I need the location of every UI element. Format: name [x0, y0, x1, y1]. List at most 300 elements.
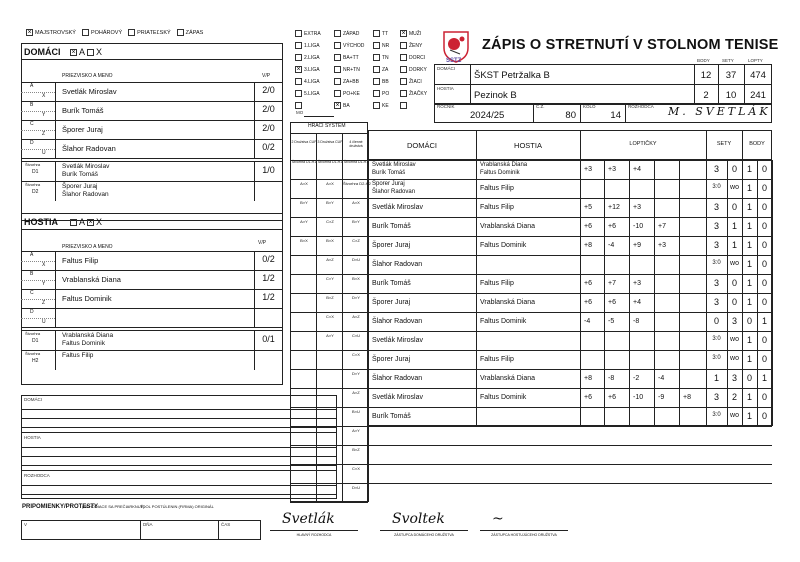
hostia-ax-options [70, 217, 102, 227]
match-away-player[interactable]: Vrablanská Diana [480, 299, 535, 306]
league-label: KE [382, 102, 389, 109]
competition-checkbox[interactable] [82, 29, 89, 36]
match-away-player[interactable]: Faltus Dominik [480, 242, 527, 249]
hostia-doubles-line [21, 350, 283, 351]
system-head-0: 2 Družstva CUP [291, 140, 317, 144]
league-option[interactable] [295, 42, 320, 49]
domaci-col-vp: V/P [262, 73, 271, 79]
match-body-away: 0 [761, 297, 767, 307]
notes-line [21, 418, 337, 419]
competition-type-3[interactable] [177, 29, 204, 36]
match-col-line [772, 388, 773, 407]
match-sets-home: 1 [713, 373, 719, 383]
match-sets-home: 3 [713, 392, 719, 402]
signature-label-0: HLAVNÝ ROZHODCA [296, 533, 332, 537]
hostia-player-vp: 1/2 [262, 273, 275, 283]
competition-checkbox[interactable]: × [27, 29, 32, 36]
league-label: ZA [382, 66, 389, 73]
match-system-code: A×X [300, 181, 308, 186]
hostia-code-sep [55, 350, 56, 370]
match-body-home: 1 [746, 392, 752, 402]
match-home-player[interactable]: Šporer Juraj [372, 242, 411, 249]
league-checkbox[interactable]: × [335, 102, 340, 109]
notes-rozhodca-label: ROZHODCA [24, 473, 50, 478]
league-checkbox[interactable] [334, 54, 341, 61]
match-col-line [772, 198, 773, 217]
league-option[interactable] [400, 42, 422, 49]
league-option[interactable] [295, 90, 320, 97]
league-checkbox[interactable] [373, 42, 380, 49]
system-sub-0: Štvorhra D1-H1 [291, 160, 317, 164]
league-checkbox[interactable] [373, 90, 380, 97]
domaci-a-label: A [79, 47, 85, 57]
league-option[interactable] [373, 30, 388, 37]
match-sets-away: wo [730, 260, 739, 267]
match-away-player[interactable]: Faltus Filip [480, 185, 514, 192]
league-checkbox[interactable] [373, 78, 380, 85]
competition-type-1[interactable] [82, 29, 122, 36]
domaci-doubles-name[interactable]: Svetlák Miroslav [62, 163, 110, 170]
match-sets-away: wo [730, 355, 739, 362]
domaci-player-name[interactable]: Svetlák Miroslav [62, 87, 117, 96]
league-label: MUŽI [409, 30, 422, 37]
competition-type-2[interactable] [128, 29, 171, 36]
league-option[interactable] [373, 102, 389, 109]
league-checkbox[interactable] [400, 54, 407, 61]
match-col-line [772, 255, 773, 274]
match-body-away: 0 [761, 392, 767, 402]
match-away-player[interactable]: Faltus Filip [480, 280, 514, 287]
league-checkbox[interactable] [400, 42, 407, 49]
league-checkbox[interactable] [373, 66, 380, 73]
match-home-player[interactable]: Šporer Juraj [372, 181, 405, 187]
notes-divider [21, 470, 337, 471]
league-checkbox[interactable] [400, 78, 407, 85]
domaci-row-line [21, 158, 283, 159]
match-away-player[interactable]: Vrablanská Diana [480, 223, 535, 230]
domaci-doubles-line [21, 181, 283, 182]
notes-line [21, 494, 337, 495]
league-checkbox[interactable] [400, 66, 407, 73]
team-hostia-lopty: 241 [750, 90, 766, 101]
domaci-row-line [21, 120, 283, 121]
hostia-code-sep [55, 330, 56, 350]
league-checkbox[interactable]: × [401, 30, 406, 37]
competition-checkbox[interactable] [128, 29, 135, 36]
match-body-home: 1 [746, 354, 752, 364]
team-hostia-name: Pezinok B [474, 90, 517, 101]
hostia-row-line [21, 270, 283, 271]
league-label: TT [382, 30, 389, 37]
league-option[interactable] [373, 78, 389, 85]
hdr-body: BODY [697, 58, 710, 63]
match-system-code: D×U [351, 485, 361, 490]
league-option[interactable] [400, 78, 422, 85]
match-body-away: 0 [761, 240, 767, 250]
signature-line [380, 530, 468, 531]
match-body-away: 0 [761, 278, 767, 288]
league-option[interactable] [400, 66, 427, 73]
match-ball-score: -10 [633, 223, 644, 230]
hostia-doubles-name[interactable]: Faltus Dominik [62, 340, 105, 347]
hostia-code-top: C [30, 290, 34, 296]
match-system-code: A×Y [300, 219, 308, 224]
league-option[interactable] [373, 54, 389, 61]
league-label: ŽIACI [409, 78, 422, 85]
domaci-code-top: D [30, 140, 34, 146]
team-domaci-sety: 37 [725, 70, 737, 81]
match-sets-home: 3 [713, 164, 719, 174]
hostia-col-name: PRIEZVISKO A MENO [62, 244, 113, 250]
league-label: BA [343, 102, 350, 109]
match-home-player[interactable]: Svetlák Miroslav [372, 337, 423, 344]
notes-divider [21, 432, 337, 433]
match-away-player[interactable]: Vrablanská Diana [480, 162, 528, 168]
match-system-code: B×X [300, 238, 308, 243]
league-checkbox[interactable] [334, 42, 341, 49]
league-option[interactable] [295, 54, 320, 61]
match-system-code: A×Z [326, 257, 334, 262]
match-sets-home: 0 [713, 316, 719, 326]
league-option[interactable] [334, 30, 359, 37]
competition-type-0[interactable] [26, 29, 76, 36]
match-system-code: A×X [326, 181, 334, 186]
league-checkbox[interactable] [373, 30, 380, 37]
match-ball-score: -4 [658, 375, 665, 382]
hostia-code-bottom: U [42, 319, 46, 325]
match-home-player[interactable]: Burík Tomáš [372, 170, 406, 176]
league-option[interactable] [373, 42, 389, 49]
system-sub-2: Štvorhra D1-H1 [343, 160, 369, 164]
hostia-player-name[interactable]: Vrablanská Diana [62, 275, 121, 284]
match-home-player[interactable]: Šporer Juraj [372, 356, 411, 363]
domaci-title: DOMÁCI [24, 47, 61, 57]
match-ball-score: -10 [633, 394, 644, 401]
league-label: ŽENY [409, 42, 423, 49]
logo-text: SSTZ [446, 58, 462, 64]
match-ball-score: +6 [584, 394, 592, 401]
league-checkbox[interactable] [295, 78, 302, 85]
competition-label: ZÁPAS [185, 29, 204, 36]
domaci-code-divider [21, 149, 55, 150]
league-label: 1.LIGA [304, 42, 320, 49]
hostia-doubles-name[interactable]: Vrablanská Diana [62, 332, 114, 339]
league-option[interactable] [334, 54, 359, 61]
domaci-code-sep [55, 181, 56, 201]
match-ball-score: +3 [584, 166, 592, 173]
domaci-code-bottom: Z [42, 131, 46, 137]
hostia-code-divider [21, 280, 55, 281]
domaci-vp-sep [254, 181, 255, 201]
league-label: EXTRA [304, 30, 321, 37]
match-row-line [290, 502, 368, 503]
league-checkbox[interactable] [295, 102, 302, 109]
hostia-code-sep [55, 251, 56, 270]
hostia-x-checkbox[interactable]: × [88, 219, 93, 227]
domaci-doubles-code-top: Štvorhra [25, 162, 41, 167]
match-ball-score: +6 [584, 299, 592, 306]
match-system-code: A×Z [352, 314, 360, 319]
hostia-doubles-line [21, 330, 283, 331]
signature-label-1: ZÁSTUPCA DOMÁCEHO DRUŽSTVA [394, 533, 454, 537]
signature-label-2: ZÁSTUPCA HOSTUJÚCEHO DRUŽSTVA [491, 533, 557, 537]
match-away-player[interactable]: Faltus Filip [480, 356, 514, 363]
hostia-a-checkbox[interactable] [70, 219, 77, 226]
match-system-code: A×Y [352, 428, 360, 433]
match-sets-home: 3:0 [712, 184, 721, 190]
hostia-player-name[interactable]: Faltus Dominik [62, 294, 112, 303]
league-checkbox[interactable] [373, 102, 380, 109]
match-home-player[interactable]: Šlahor Radovan [372, 261, 423, 268]
hostia-code-divider [21, 261, 55, 262]
league-checkbox[interactable] [400, 102, 407, 109]
league-option[interactable] [400, 90, 427, 97]
match-home-player[interactable]: Svetlák Miroslav [372, 162, 416, 168]
league-checkbox[interactable] [373, 54, 380, 61]
sstz-logo [440, 28, 474, 64]
match-home-player[interactable]: Šlahor Radovan [372, 189, 416, 195]
hostia-code-bottom: Y [42, 281, 46, 287]
match-ball-score: -8 [633, 318, 640, 325]
rocnik-value: 2024/25 [470, 110, 505, 121]
league-option[interactable] [400, 102, 409, 109]
league-option[interactable] [295, 30, 321, 37]
match-home-player[interactable]: Svetlák Miroslav [372, 394, 423, 401]
signature-scrawl-0: Svetlák [282, 511, 335, 527]
match-home-player[interactable]: Svetlák Miroslav [372, 204, 423, 211]
match-system-code: B×X [352, 276, 360, 281]
league-checkbox[interactable] [334, 90, 341, 97]
hostia-doubles-code-bottom: H2 [32, 358, 39, 364]
domaci-doubles-code-bottom: D1 [32, 169, 39, 175]
notes-line [21, 456, 337, 457]
cz-label: Č.Z. [536, 104, 545, 109]
domaci-doubles-name[interactable]: Šporer Juraj [62, 183, 98, 190]
match-system-code: B×X [326, 238, 334, 243]
hostia-row-line [21, 327, 283, 328]
match-body-away: 0 [761, 202, 767, 212]
league-label: TN [382, 54, 389, 61]
match-body-home: 1 [746, 221, 752, 231]
match-away-player[interactable]: Vrablanská Diana [480, 375, 535, 382]
match-sets-home: 3 [713, 278, 719, 288]
cz-value: 80 [565, 110, 576, 121]
hostia-x-label: X [96, 217, 103, 227]
hostia-code-sep [55, 289, 56, 308]
system-filler [342, 160, 371, 502]
domaci-code-top: B [30, 102, 34, 108]
domaci-doubles-name[interactable]: Burík Tomáš [62, 171, 99, 178]
league-label: ZÁPAD [343, 30, 360, 37]
league-label: 5.LIGA [304, 90, 320, 97]
league-option[interactable] [334, 90, 360, 97]
match-sets-away: 0 [731, 278, 737, 288]
league-option[interactable] [400, 30, 421, 37]
match-body-away: 1 [761, 316, 767, 326]
match-sets-away: wo [730, 336, 739, 343]
hostia-player-vp: 0/2 [262, 254, 275, 264]
league-option[interactable] [373, 90, 389, 97]
league-option[interactable] [295, 102, 304, 109]
match-body-away: 1 [761, 373, 767, 383]
match-ball-score: -2 [633, 375, 640, 382]
league-checkbox[interactable]: × [296, 66, 301, 73]
hostia-block [21, 213, 283, 385]
match-away-player[interactable]: Faltus Dominik [480, 170, 520, 176]
league-label: ZA+BB [343, 78, 359, 85]
league-option[interactable] [334, 42, 364, 49]
domaci-x-checkbox[interactable] [87, 49, 94, 56]
domaci-player-vp: 2/0 [262, 85, 275, 95]
signature-scrawl-1: Svoltek [392, 511, 445, 527]
hostia-code-divider [21, 318, 55, 319]
match-body-home: 1 [746, 297, 752, 307]
hostia-doubles-code-bottom: D1 [32, 338, 39, 344]
match-body-away: 0 [761, 164, 767, 174]
match-away-player[interactable]: Faltus Dominik [480, 394, 527, 401]
match-home-player[interactable]: Burík Tomáš [372, 280, 411, 287]
league-label: ŽIAČKY [409, 90, 428, 97]
hdr-match-body: BODY [749, 141, 765, 147]
match-sets-away: 1 [731, 240, 737, 250]
match-system-code: C×U [351, 333, 361, 338]
match-system-code: D×Y [352, 371, 360, 376]
league-checkbox[interactable] [400, 90, 407, 97]
domaci-code-sep [55, 82, 56, 101]
domaci-code-top: C [30, 121, 34, 127]
notes-line [21, 427, 337, 428]
match-ball-score: +6 [608, 299, 616, 306]
match-col-line [772, 236, 773, 255]
match-sets-away: wo [730, 184, 739, 191]
notes-domaci-label: DOMÁCI [24, 397, 42, 402]
league-option[interactable] [400, 54, 425, 61]
domaci-player-name[interactable]: Šporer Juraj [62, 125, 103, 134]
match-home-player[interactable]: Burík Tomáš [372, 413, 411, 420]
match-ball-score: +7 [658, 223, 666, 230]
notes-hostia-label: HOSTIA [24, 435, 41, 440]
league-label: BA+TT [343, 54, 359, 61]
domaci-a-checkbox[interactable]: × [71, 49, 76, 57]
match-away-player[interactable]: Faltus Filip [480, 204, 514, 211]
domaci-player-vp: 2/0 [262, 104, 275, 114]
match-system-code: C×X [352, 352, 360, 357]
hostia-code-top: A [30, 252, 34, 258]
hdr-match-sety: SETY [716, 141, 732, 147]
team-domaci-name: ŠKST Petržalka B [474, 70, 550, 81]
match-sets-away: 0 [731, 297, 737, 307]
domaci-doubles-name[interactable]: Šlahor Radovan [62, 191, 109, 198]
match-sets-home: 3:0 [712, 355, 721, 361]
match-col-line [772, 350, 773, 369]
league-option[interactable] [334, 78, 359, 85]
match-ball-score: -4 [584, 318, 591, 325]
league-option[interactable] [295, 66, 320, 73]
match-col-line [772, 160, 773, 179]
hostia-row-line [21, 289, 283, 290]
mo-label: MO [296, 110, 304, 115]
domaci-doubles-code-top: Štvorhra [25, 182, 41, 187]
league-checkbox[interactable] [334, 66, 341, 73]
match-system-code: B×Y [326, 200, 334, 205]
match-ball-score: -9 [658, 394, 665, 401]
match-body-away: 0 [761, 335, 767, 345]
domaci-code-divider [21, 92, 55, 93]
match-system-code: B×Z [352, 447, 360, 452]
domaci-ax-options [70, 47, 102, 57]
league-checkbox[interactable] [295, 90, 302, 97]
team-domaci-lopty: 474 [750, 70, 766, 81]
match-ball-score: +3 [633, 280, 641, 287]
domaci-player-name[interactable]: Burík Tomáš [62, 106, 104, 115]
match-col-line [772, 293, 773, 312]
hostia-code-bottom: X [42, 262, 46, 268]
match-sets-away: 3 [731, 316, 737, 326]
league-option[interactable] [334, 102, 350, 109]
domaci-code-divider [21, 111, 55, 112]
match-body-home: 0 [746, 373, 752, 383]
domaci-code-sep [55, 120, 56, 139]
pripomienky-sub2: TOOL POSTÚLENIN (FIRMA) ORIGINÁL [140, 504, 214, 509]
match-home-player[interactable]: Burík Tomáš [372, 223, 411, 230]
competition-label: MAJSTROVSKÝ [35, 29, 76, 36]
match-body-home: 1 [746, 411, 752, 421]
league-option[interactable] [295, 78, 320, 85]
domaci-player-name[interactable]: Šlahor Radovan [62, 144, 116, 153]
competition-checkbox[interactable] [177, 29, 184, 36]
signature-line [270, 530, 358, 531]
match-home-player[interactable]: Šlahor Radovan [372, 375, 423, 382]
match-ball-score: +7 [608, 280, 616, 287]
match-body-box [368, 160, 772, 426]
hostia-doubles-name[interactable]: Faltus Filip [62, 352, 94, 359]
hostia-vp-sep [254, 350, 255, 370]
league-checkbox[interactable] [295, 30, 302, 37]
league-checkbox[interactable] [295, 54, 302, 61]
league-checkbox[interactable] [334, 78, 341, 85]
match-body-away: 0 [761, 183, 767, 193]
competition-label: POHÁROVÝ [90, 29, 123, 36]
domaci-col-name: PRIEZVISKO A MENO [62, 73, 113, 79]
notes-line [21, 447, 337, 448]
league-label: 3.LIGA [304, 66, 320, 73]
match-home-player[interactable]: Šlahor Radovan [372, 318, 423, 325]
league-option[interactable] [334, 66, 360, 73]
hostia-player-name[interactable]: Faltus Filip [62, 256, 99, 265]
match-system-code: B×Y [352, 219, 360, 224]
match-ball-score: +9 [633, 242, 641, 249]
match-system-code: A×Y [326, 333, 334, 338]
domaci-code-bottom: Y [42, 112, 46, 118]
domaci-code-sep [55, 139, 56, 158]
match-home-player[interactable]: Šporer Juraj [372, 299, 411, 306]
match-sets-away: 0 [731, 202, 737, 212]
hostia-row-line [21, 308, 283, 309]
match-system-code: C×Y [326, 276, 334, 281]
match-sets-home: 3 [713, 240, 719, 250]
match-sets-away: wo [730, 412, 739, 419]
league-checkbox[interactable] [334, 30, 341, 37]
match-system-code: B×Y [300, 200, 308, 205]
system-title: HRACÍ SYSTÉM [308, 123, 346, 129]
league-option[interactable] [373, 66, 388, 73]
league-checkbox[interactable] [295, 42, 302, 49]
match-sets-home: 3 [713, 297, 719, 307]
hostia-row-line [21, 251, 283, 252]
match-sets-away: 2 [731, 392, 737, 402]
match-away-player[interactable]: Faltus Dominik [480, 318, 527, 325]
hostia-doubles-vp: 0/1 [262, 334, 275, 344]
